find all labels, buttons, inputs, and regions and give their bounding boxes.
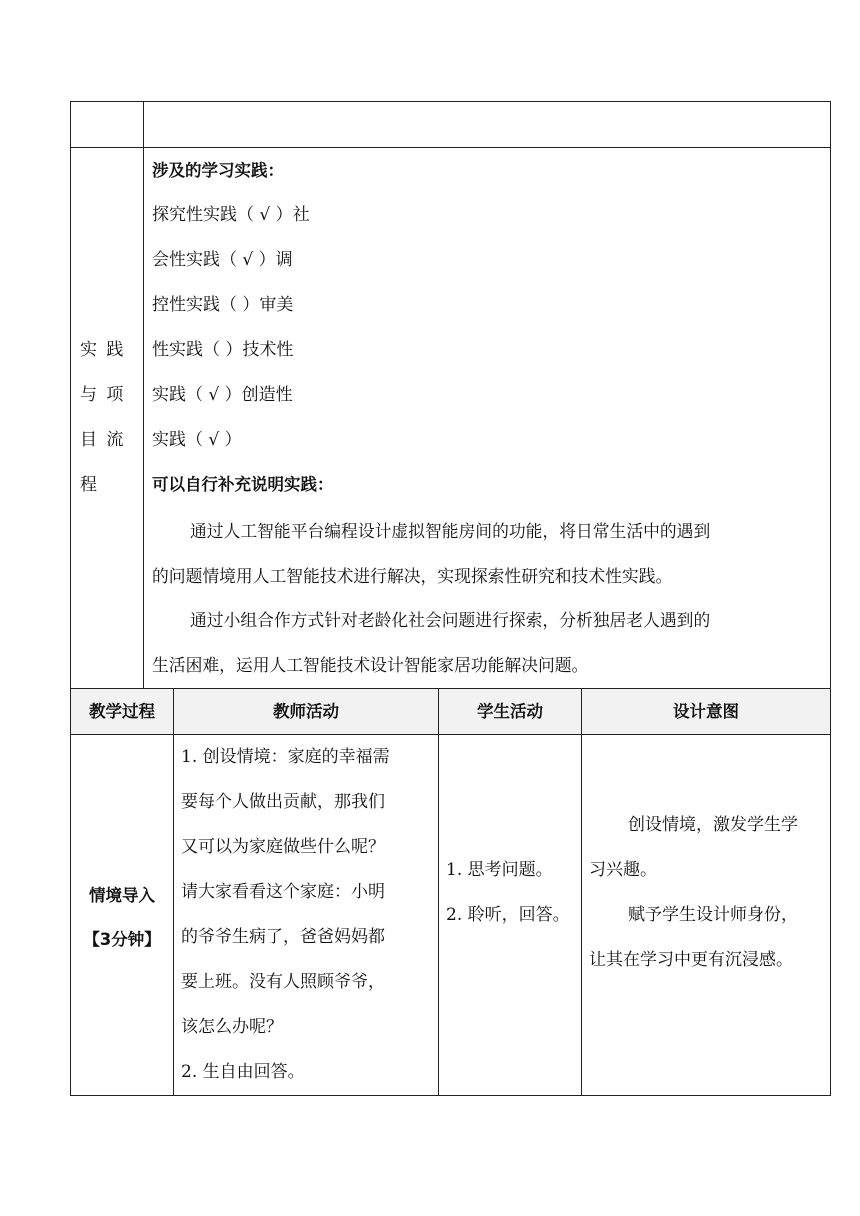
teacher-line: 的爷爷生病了，爸爸妈妈都 (181, 927, 385, 947)
table-border-top (70, 688, 831, 689)
header-teacher-activity: 教师活动 (273, 702, 339, 721)
intent-line: 习兴趣。 (589, 860, 657, 880)
table-border-right (830, 688, 831, 1096)
teacher-line: 1. 创设情境：家庭的幸福需 (181, 747, 390, 767)
teacher-line: 要上班。没有人照顾爷爷， (181, 972, 385, 992)
student-line: 1. 思考问题。 (446, 860, 553, 880)
intent-line: 让其在学习中更有沉浸感。 (589, 950, 793, 970)
intent-line: 赋予学生设计师身份， (628, 905, 798, 925)
paragraph-line: 通过人工智能平台编程设计虚拟智能房间的功能，将日常生活中的遇到 (190, 521, 711, 541)
practice-line: 会性实践（ √ ）调 (152, 250, 293, 270)
header-design-intent: 设计意图 (673, 702, 739, 721)
teacher-line: 要每个人做出贡献，那我们 (181, 792, 385, 812)
intent-line: 创设情境，激发学生学 (628, 815, 798, 835)
header-divider (70, 734, 831, 735)
header-process: 教学过程 (89, 702, 155, 721)
practice-heading: 涉及的学习实践： (152, 161, 284, 180)
practice-line: 探究性实践（ √ ）社 (152, 205, 310, 225)
teacher-line: 该怎么办呢？ (181, 1017, 283, 1037)
table-border-right (830, 101, 831, 688)
teacher-line: 请大家看看这个家庭：小明 (181, 882, 385, 902)
stage-time: 【3分钟】 (83, 930, 161, 949)
student-line: 2. 聆听，回答。 (446, 905, 570, 925)
paragraph-line: 生活困难，运用人工智能技术设计智能家居功能解决问题。 (152, 655, 589, 675)
table-border-top (70, 101, 831, 102)
supplement-heading: 可以自行补充说明实践： (152, 475, 334, 494)
header-student-activity: 学生活动 (477, 702, 543, 721)
practice-label-line: 实 践 (80, 340, 126, 360)
practice-line: 实践（ √ ）创造性 (152, 385, 293, 405)
column-divider (581, 688, 582, 1096)
practice-line: 实践（ √ ） (152, 430, 242, 450)
teacher-line: 又可以为家庭做些什么呢？ (181, 837, 385, 857)
table-column-divider (143, 101, 144, 688)
paragraph-line: 的问题情境用人工智能技术进行解决，实现探索性研究和技术性实践。 (152, 566, 673, 586)
stage-name: 情境导入 (89, 886, 155, 905)
practice-label-line: 与 项 (80, 385, 126, 405)
practice-label-line: 程 (80, 475, 97, 495)
practice-line: 性实践（ ）技术性 (152, 340, 294, 360)
table-border-left (70, 101, 71, 688)
teacher-line: 2. 生自由回答。 (181, 1062, 305, 1082)
practice-line: 控性实践（ ）审美 (152, 295, 294, 315)
table-border-bottom (70, 1095, 831, 1096)
practice-label-line: 目 流 (80, 430, 126, 450)
column-divider (438, 688, 439, 1096)
table-row-divider (70, 147, 831, 148)
paragraph-line: 通过小组合作方式针对老龄化社会问题进行探索，分析独居老人遇到的 (190, 610, 711, 630)
